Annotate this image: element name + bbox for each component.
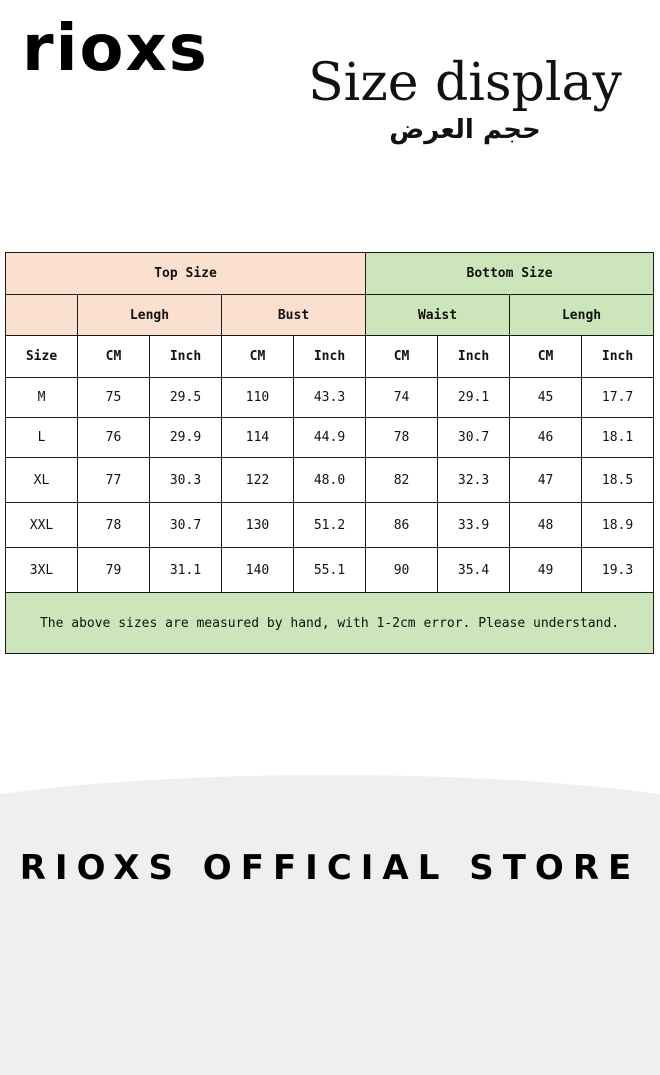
waist-header: Waist [366, 295, 510, 336]
table-cell: XXL [6, 503, 78, 548]
footer-background [0, 775, 660, 1075]
column-header: CM [78, 336, 150, 378]
table-cell: 55.1 [294, 548, 366, 593]
top-size-header: Top Size [6, 253, 366, 295]
table-cell: 3XL [6, 548, 78, 593]
column-header: CM [366, 336, 438, 378]
table-cell: 43.3 [294, 378, 366, 418]
top-length-header: Lengh [78, 295, 222, 336]
table-cell: 33.9 [438, 503, 510, 548]
table-cell: 75 [78, 378, 150, 418]
table-cell: M [6, 378, 78, 418]
table-cell: 47 [510, 458, 582, 503]
table-cell: 78 [366, 418, 438, 458]
column-header: Inch [438, 336, 510, 378]
column-header: CM [510, 336, 582, 378]
table-cell: 35.4 [438, 548, 510, 593]
table-cell: 74 [366, 378, 438, 418]
measure-header-row [6, 295, 654, 336]
note-row [6, 593, 654, 654]
table-cell: 82 [366, 458, 438, 503]
group-header-row [6, 253, 654, 295]
table-cell: 130 [222, 503, 294, 548]
table-cell: 29.1 [438, 378, 510, 418]
table-cell: 29.9 [150, 418, 222, 458]
table-cell: 110 [222, 378, 294, 418]
table-cell: 18.1 [582, 418, 654, 458]
table-cell: 78 [78, 503, 150, 548]
table-cell: 18.9 [582, 503, 654, 548]
bottom-length-header: Lengh [510, 295, 654, 336]
page-subtitle-arabic: حجم العرض [389, 115, 541, 145]
table-row [6, 458, 654, 503]
table-cell: 51.2 [294, 503, 366, 548]
table-cell: 76 [78, 418, 150, 458]
empty-header-cell [6, 295, 78, 336]
column-header: CM [222, 336, 294, 378]
table-cell: 45 [510, 378, 582, 418]
table-cell: 86 [366, 503, 438, 548]
table-cell: 30.3 [150, 458, 222, 503]
table-cell: 48.0 [294, 458, 366, 503]
table-cell: 29.5 [150, 378, 222, 418]
bottom-size-header: Bottom Size [366, 253, 654, 295]
page-title: Size display [308, 53, 622, 113]
column-header: Size [6, 336, 78, 378]
column-header: Inch [150, 336, 222, 378]
table-cell: 48 [510, 503, 582, 548]
table-cell: 30.7 [150, 503, 222, 548]
table-cell: 114 [222, 418, 294, 458]
table-cell: 140 [222, 548, 294, 593]
table-row [6, 418, 654, 458]
table-cell: 30.7 [438, 418, 510, 458]
unit-header-row [6, 336, 654, 378]
measurement-note: The above sizes are measured by hand, with 1-2cm error. Please understand. [6, 593, 654, 654]
table-row [6, 503, 654, 548]
table-cell: 122 [222, 458, 294, 503]
table-cell: 31.1 [150, 548, 222, 593]
column-header: Inch [582, 336, 654, 378]
table-row [6, 548, 654, 593]
store-banner: RIOXS OFFICIAL STORE [19, 848, 641, 888]
size-table [5, 252, 654, 654]
table-cell: 90 [366, 548, 438, 593]
table-cell: 18.5 [582, 458, 654, 503]
bust-header: Bust [222, 295, 366, 336]
table-row [6, 378, 654, 418]
table-cell: 19.3 [582, 548, 654, 593]
table-cell: 17.7 [582, 378, 654, 418]
table-cell: 79 [78, 548, 150, 593]
table-cell: 46 [510, 418, 582, 458]
table-cell: 77 [78, 458, 150, 503]
table-cell: 44.9 [294, 418, 366, 458]
column-header: Inch [294, 336, 366, 378]
brand-logo: rioxs [22, 12, 209, 86]
table-cell: 32.3 [438, 458, 510, 503]
table-cell: XL [6, 458, 78, 503]
table-cell: L [6, 418, 78, 458]
table-cell: 49 [510, 548, 582, 593]
